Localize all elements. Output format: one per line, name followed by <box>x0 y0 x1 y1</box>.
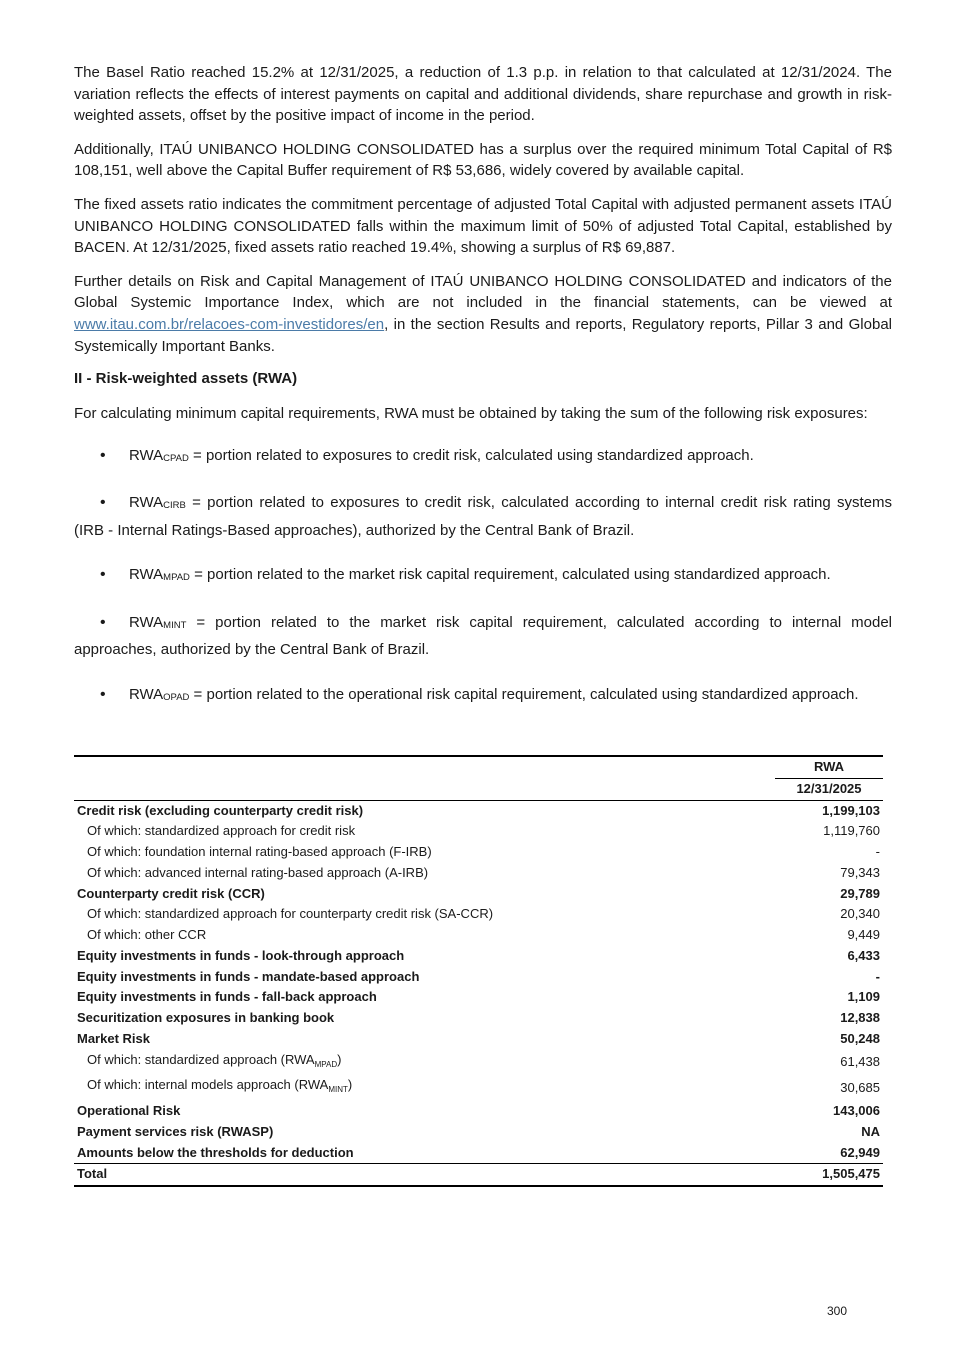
table-row <box>74 1101 883 1122</box>
bullet-text: = portion related to the market risk capital requirement, calculated according to internal model approaches, authorized by the Central Bank of Brazil. <box>74 613 892 659</box>
bullet-rwa-cirb <box>74 491 892 543</box>
row-value: 62,949 <box>840 1144 880 1160</box>
bullet-prefix: RWA <box>129 494 164 512</box>
row-label: Amounts below the thresholds for deduction <box>77 1144 354 1160</box>
table-row <box>74 842 883 863</box>
row-label-close: ) <box>337 1051 342 1067</box>
table-total-row <box>74 1164 883 1186</box>
row-label-text: Of which: internal models approach (RWA <box>87 1077 329 1093</box>
row-value: 1,119,760 <box>823 823 880 839</box>
row-label: Of which: foundation internal rating-based approach (F-IRB) <box>87 844 432 859</box>
bullet-rwa-mpad <box>74 563 892 591</box>
bullet-prefix: RWA <box>129 446 164 464</box>
row-label: Equity investments in funds - look-through approach <box>77 947 405 963</box>
bullet-glyph: • <box>100 494 106 512</box>
row-label: Equity investments in funds - fall-back approach <box>77 989 377 1005</box>
row-value: 20,340 <box>840 906 880 922</box>
rwa-column-header: RWA <box>775 756 883 778</box>
table-row <box>74 925 883 946</box>
table-row <box>74 1075 883 1101</box>
investor-relations-link[interactable]: www.itau.com.br/relacoes-com-investidores/en <box>74 315 385 333</box>
row-value: 12,838 <box>840 1010 880 1025</box>
row-value: 79,343 <box>840 864 880 880</box>
bullet-subscript: CIRB <box>163 500 186 512</box>
table-row <box>74 967 883 988</box>
row-label: Securitization exposures in banking book <box>77 1010 335 1025</box>
row-value: NA <box>861 1123 880 1139</box>
row-label: Of which: advanced internal rating-based approach (A-IRB) <box>87 864 429 880</box>
row-label <box>74 1075 775 1101</box>
bullet-glyph: • <box>100 685 106 703</box>
further-details-text: Further details on Risk and Capital Management of ITAÚ UNIBANCO HOLDING CONSOLIDATED and indicators of the Global Systemic Importance Index, which are not included in the financial statements, can be viewed at <box>74 272 892 312</box>
further-details-paragraph <box>74 271 892 357</box>
basel-ratio-paragraph: The Basel Ratio reached 15.2% at 12/31/2025, a reduction of 1.3 p.p. in relation to that calculated at 12/31/2024. The variation reflects the effects of interest payments on capital and additional dividends, share repurchase and growth in risk-weighted assets, offset by the positive impact of income in the period. <box>74 64 892 125</box>
bullet-prefix: RWA <box>129 685 164 703</box>
row-value: 1,199,103 <box>822 802 880 818</box>
row-value: - <box>875 968 880 984</box>
row-label: Operational Risk <box>77 1103 181 1118</box>
fixed-assets-paragraph: The fixed assets ratio indicates the commitment percentage of adjusted Total Capital with adjusted permanent assets ITAÚ UNIBANCO HOLDING CONSOLIDATED falls within the maximum limit of 50% of adjusted Total Capital, established by BACEN. At 12/31/2025, fixed assets ratio reached 19.4%, showing a surplus of R$ 69,887. <box>74 195 892 257</box>
table-row <box>74 821 883 842</box>
row-label-text: Of which: standardized approach (RWA <box>87 1051 315 1067</box>
row-value: 9,449 <box>847 927 880 942</box>
bullet-glyph: • <box>100 446 106 464</box>
table-row <box>74 863 883 884</box>
table-row <box>74 946 883 967</box>
row-label: Market Risk <box>77 1030 150 1046</box>
table-row <box>74 1029 883 1050</box>
bullet-text: = portion related to exposures to credit risk, calculated according to internal credit risk rating systems (IRB - Internal Ratings-Based approaches), authorized by the Central Bank of Brazil. <box>74 494 892 539</box>
row-label: Of which: standardized approach for counterparty credit risk (SA-CCR) <box>87 906 494 922</box>
bullet-rwa-cpad <box>74 444 892 472</box>
bullet-subscript: MINT <box>163 619 187 631</box>
row-value: 50,248 <box>840 1030 880 1046</box>
bullet-text: = portion related to the operational risk capital requirement, calculated using standardized approach. <box>189 685 859 703</box>
row-label: Of which: other CCR <box>87 927 207 942</box>
row-value: 6,433 <box>847 947 880 963</box>
bullet-subscript: CPAD <box>163 452 189 464</box>
bullet-glyph: • <box>100 566 106 584</box>
row-label: Payment services risk (RWASP) <box>77 1123 274 1139</box>
row-value: - <box>875 844 880 859</box>
row-value: 30,685 <box>840 1079 880 1095</box>
table-row <box>74 987 883 1008</box>
rwa-intro-paragraph: For calculating minimum capital requirements, RWA must be obtained by taking the sum of the following risk exposures: <box>74 405 868 423</box>
bullet-text: = portion related to exposures to credit risk, calculated using standardized approach. <box>188 446 754 464</box>
bullet-prefix: RWA <box>129 566 164 584</box>
date-column-header: 12/31/2025 <box>775 778 883 800</box>
row-value: 143,006 <box>833 1103 880 1118</box>
row-label-close: ) <box>347 1077 353 1093</box>
row-label: Of which: standardized approach for credit risk <box>87 823 356 839</box>
table-row <box>74 884 883 905</box>
row-value: 1,109 <box>847 989 880 1005</box>
row-label <box>74 1050 775 1076</box>
row-label: Equity investments in funds - mandate-based approach <box>77 968 420 984</box>
bullet-glyph: • <box>100 613 106 631</box>
rwa-table <box>74 755 883 1187</box>
table-row <box>74 800 883 821</box>
row-value: 29,789 <box>840 885 880 901</box>
row-label: Credit risk (excluding counterparty credit risk) <box>77 802 364 818</box>
document-body <box>74 62 892 730</box>
row-label: Counterparty credit risk (CCR) <box>77 885 265 901</box>
table-date-row <box>74 778 883 800</box>
section-title: II - Risk-weighted assets (RWA) <box>74 370 298 388</box>
bullet-prefix: RWA <box>129 613 164 631</box>
further-details-text-end: , in the section Results and reports, Regulatory reports, Pillar 3 and Global Systemically Important Banks. <box>74 315 892 355</box>
row-value: 61,438 <box>840 1054 880 1069</box>
table-row <box>74 1008 883 1029</box>
bullet-subscript: MPAD <box>163 572 190 584</box>
total-label: Total <box>74 1164 775 1186</box>
table-row <box>74 1122 883 1143</box>
capital-surplus-paragraph: Additionally, ITAÚ UNIBANCO HOLDING CONSOLIDATED has a surplus over the required minimum Total Capital of R$ 108,151, well above the Capital Buffer requirement of R$ 53,686, widely covered by available capital. <box>74 140 892 180</box>
table-row <box>74 1143 883 1164</box>
bullet-rwa-opad <box>74 683 892 711</box>
page-number: 300 <box>827 1304 848 1318</box>
total-value: 1,505,475 <box>775 1164 883 1186</box>
bullet-rwa-mint <box>74 611 892 663</box>
row-label-subscript: MPAD <box>314 1059 338 1069</box>
table-row <box>74 1050 883 1076</box>
table-header-row <box>74 756 883 778</box>
bullet-subscript: OPAD <box>163 691 190 703</box>
table-row <box>74 904 883 925</box>
row-label-subscript: MINT <box>328 1085 348 1095</box>
bullet-text: = portion related to the market risk capital requirement, calculated using standardized approach. <box>189 566 831 584</box>
